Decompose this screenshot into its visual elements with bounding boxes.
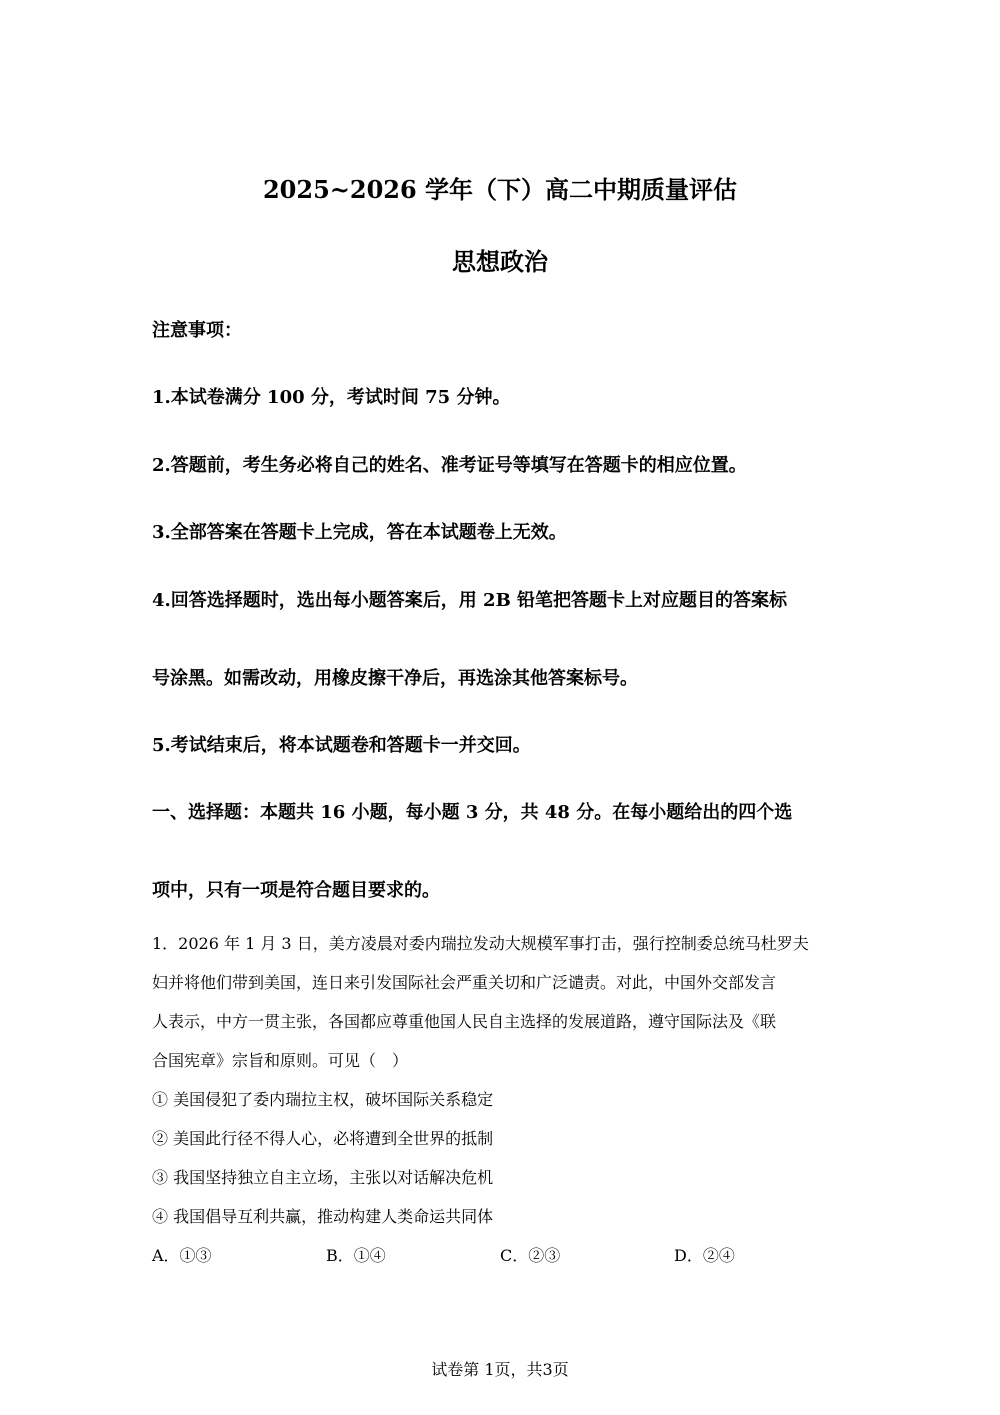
notes-heading: 注意事项： (152, 320, 242, 341)
note-item-5: 5.考试结束后，将本试题卷和答题卡一并交回。 (152, 735, 531, 756)
subject-title: 思想政治 (452, 247, 548, 276)
statement-3: ③ 我国坚持独立自主立场，主张以对话解决危机 (152, 1168, 494, 1187)
option-c: C．②③ (500, 1246, 561, 1265)
exam-title: 2025~2026 学年（下）高二中期质量评估 (262, 175, 738, 204)
question-stem-line: 人表示，中方一贯主张，各国都应尊重他国人民自主选择的发展道路，遵守国际法及《联 (152, 1012, 777, 1031)
section-instruction: 一、选择题：本题共 16 小题，每小题 3 分，共 48 分。在每小题给出的四个选 (152, 802, 793, 823)
option-d: D．②④ (674, 1246, 735, 1265)
option-a: A．①③ (152, 1246, 212, 1265)
statement-2: ② 美国此行径不得人心，必将遭到全世界的抵制 (152, 1129, 494, 1148)
note-item-4: 4.回答选择题时，选出每小题答案后，用 2B 铅笔把答题卡上对应题目的答案标 (152, 590, 788, 611)
note-item-4-continued: 号涂黑。如需改动，用橡皮擦干净后，再选涂其他答案标号。 (152, 668, 638, 689)
statement-4: ④ 我国倡导互利共赢，推动构建人类命运共同体 (152, 1207, 494, 1226)
statement-1: ① 美国侵犯了委内瑞拉主权，破坏国际关系稳定 (152, 1090, 494, 1109)
option-b: B．①④ (326, 1246, 386, 1265)
answer-options (152, 1243, 872, 1267)
note-item-1: 1.本试卷满分 100 分，考试时间 75 分钟。 (152, 387, 511, 408)
note-item-2: 2.答题前，考生务必将自己的姓名、准考证号等填写在答题卡的相应位置。 (152, 455, 747, 476)
question-stem-line: 妇并将他们带到美国，连日来引发国际社会严重关切和广泛谴责。对此，中国外交部发言 (152, 973, 777, 992)
question-stem-line: 1．2026 年 1 月 3 日，美方凌晨对委内瑞拉发动大规模军事打击，强行控制委总统马杜罗夫 (152, 934, 809, 953)
note-item-3: 3.全部答案在答题卡上完成，答在本试题卷上无效。 (152, 522, 567, 543)
question-stem-line: 合国宪章》宗旨和原则。可见（ ） (152, 1051, 409, 1070)
page-footer: 试卷第 1页，共3页 (431, 1360, 569, 1379)
section-instruction-continued: 项中，只有一项是符合题目要求的。 (152, 880, 440, 901)
